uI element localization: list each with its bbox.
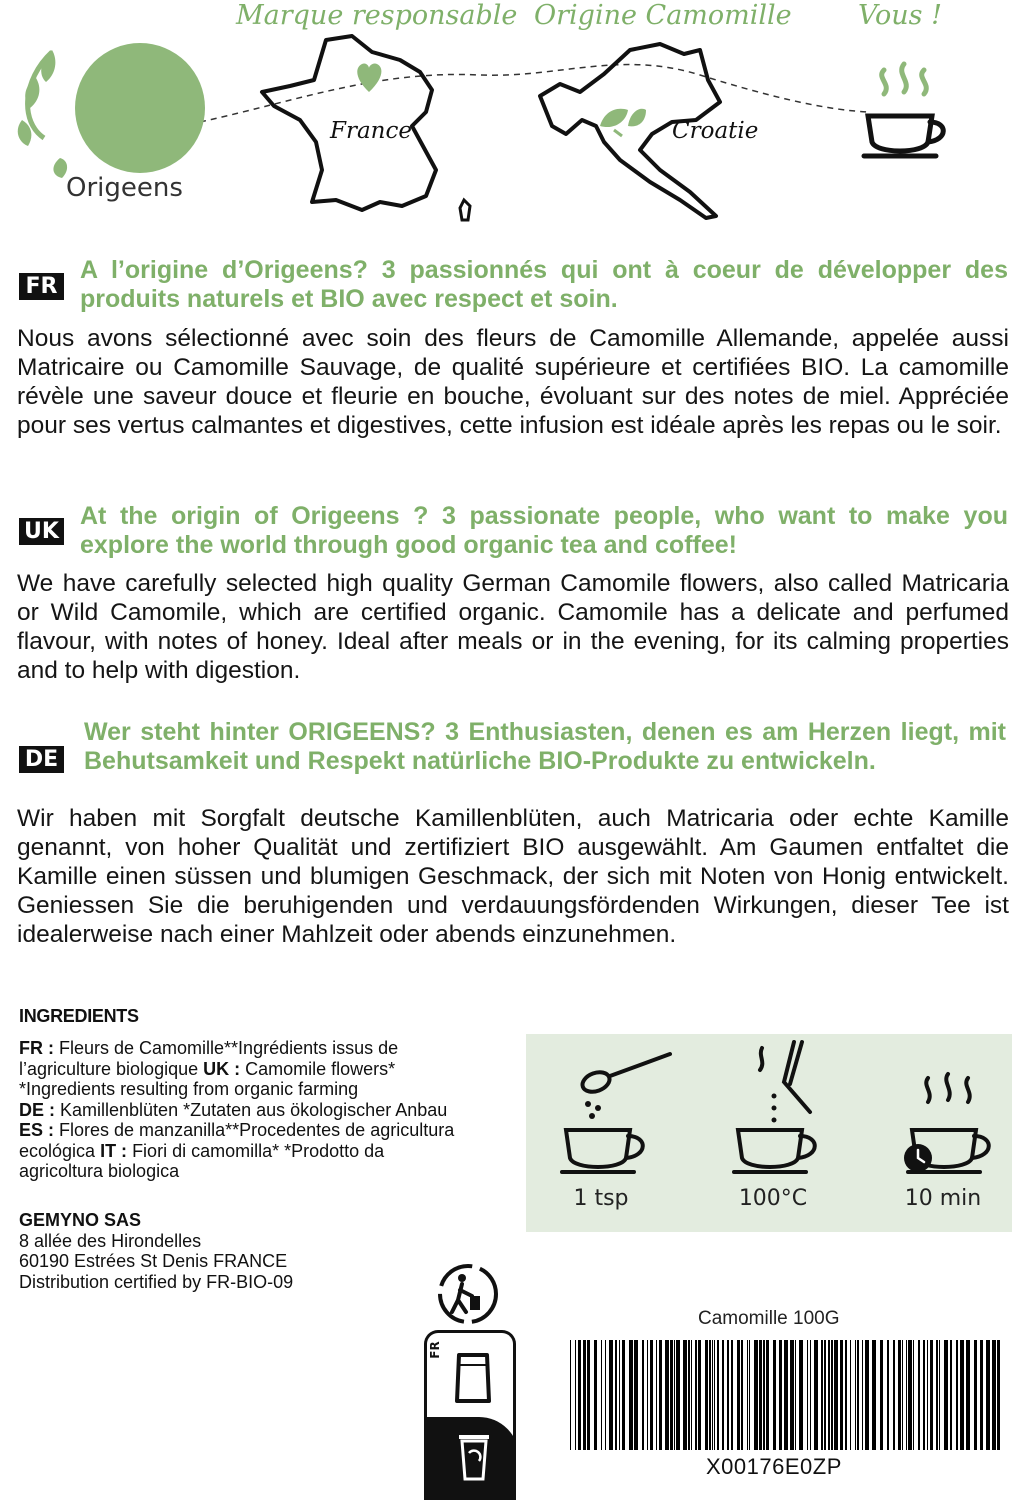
barcode-bar: [609, 1340, 613, 1450]
ingredients-title: INGREDIENTS: [19, 1006, 139, 1026]
recycling-fr-tag: FR: [428, 1341, 442, 1359]
barcode-bar: [857, 1340, 859, 1450]
steam-timer-icon: [926, 1074, 969, 1102]
company-name: GEMYNO SAS: [19, 1210, 142, 1230]
barcode-bar: [939, 1340, 940, 1450]
cup-dose-icon: [562, 1130, 643, 1172]
uk-headline: At the origin of Origeens ? 3 passionate people, who want to make you explore the world through good organic tea and coffee!: [80, 502, 1008, 559]
barcode-bar: [615, 1340, 617, 1450]
barcode-bar: [840, 1340, 843, 1450]
country-croatia: Croatie: [672, 118, 759, 144]
brand-label: Marque responsable: [236, 0, 518, 31]
barcode-bar: [872, 1340, 876, 1450]
barcode-bar: [642, 1340, 644, 1450]
barcode-bar: [980, 1340, 983, 1450]
ingredients-fr-text: Fleurs de Camomille**Ingrédients issus de l’agriculture biologique: [19, 1038, 399, 1079]
barcode-bar: [821, 1340, 823, 1450]
barcode-bar: [855, 1340, 856, 1450]
barcode-bar: [754, 1340, 758, 1450]
preparation-time: 10 min: [904, 1186, 982, 1211]
ingredients-uk-code: UK :: [203, 1058, 241, 1079]
barcode-bar: [784, 1340, 788, 1450]
barcode-bar: [936, 1340, 938, 1450]
barcode-bar: [807, 1340, 808, 1450]
language-tag-uk: UK: [19, 518, 64, 545]
barcode-bar: [850, 1340, 851, 1450]
corsica-icon: [460, 200, 470, 220]
you-label: Vous !: [858, 0, 942, 31]
product-name: Camomille 100G: [698, 1308, 840, 1329]
barcode-bar: [695, 1340, 697, 1450]
heart-icon: [357, 63, 381, 92]
barcode-bar: [629, 1340, 633, 1450]
de-body: Wir haben mit Sorgfalt deutsche Kamillenblüten, auch Matricaria oder echte Kamille genannt, von hoher Qualität und zertifiziert BIO ausgewählt. Am Gaumen entfaltet die Kamille einen süssen und blumigen Geschmack, der sich mit Noten von Honig entwickelt. Geniessen Sie die beruhigenden und verdauungsfördenden Wirkungen, dieser Tee ist idealerweise nach einer Mahlzeit oder abends einzunehmen.: [17, 805, 1009, 948]
barcode-bar: [587, 1340, 590, 1450]
barcode-bar: [737, 1340, 740, 1450]
tea-cup-icon: [864, 116, 943, 156]
barcode-bar: [828, 1340, 830, 1450]
barcode-bar: [622, 1340, 625, 1450]
barcode-bar: [814, 1340, 818, 1450]
barcode-bar: [902, 1340, 903, 1450]
barcode-bar: [676, 1340, 680, 1450]
barcode-bar: [759, 1340, 762, 1450]
barcode-bar: [749, 1340, 750, 1450]
pouch-icon: [453, 1351, 493, 1405]
barcode-bar: [714, 1340, 715, 1450]
barcode-bar: [810, 1340, 811, 1450]
barcode-bar: [712, 1340, 713, 1450]
preparation-dose: 1 tsp: [573, 1186, 629, 1211]
barcode-bar: [670, 1340, 673, 1450]
barcode-bar: [763, 1340, 765, 1450]
barcode-bar: [790, 1340, 794, 1450]
ingredients-es-text: Flores de manzanilla**Procedentes de agricultura ecológica: [19, 1120, 455, 1161]
country-france: France: [330, 118, 412, 144]
barcode-bar: [908, 1340, 912, 1450]
barcode-bar: [683, 1340, 687, 1450]
fr-body: Nous avons sélectionné avec soin des fleurs de Camomille Allemande, appelée aussi Matricaire ou Camomille Sauvage, de qualité supérieure et certifiées BIO. La camomille révèle une saveur douce et fleurie en bouche, évoluant sur des notes de miel. Appréciée pour ses vertus calmantes et digestives, cette infusion est idéale après les repas ou le soir.: [17, 325, 1009, 439]
barcode-bar: [575, 1340, 576, 1450]
barcode-bar: [705, 1340, 708, 1450]
company-info: [19, 1210, 439, 1292]
barcode-bar: [824, 1340, 826, 1450]
dose-dots-icon: [585, 1101, 601, 1119]
journey-path: [200, 65, 868, 122]
barcode-bar: [731, 1340, 733, 1450]
barcode-bar: [747, 1340, 748, 1450]
barcode-bar: [898, 1340, 901, 1450]
barcode-bar: [997, 1340, 1000, 1450]
barcode-bar: [930, 1340, 933, 1450]
barcode-bar: [831, 1340, 833, 1450]
barcode-bar: [893, 1340, 895, 1450]
barcode-bar: [862, 1340, 863, 1450]
company-address-line1: 8 allée des Hirondelles: [19, 1230, 202, 1251]
barcode-bar: [691, 1340, 692, 1450]
barcode-bar: [698, 1340, 701, 1450]
barcode-bar: [834, 1340, 838, 1450]
barcode-bar: [722, 1340, 724, 1450]
steam-icon: [882, 64, 927, 94]
barcode-bars: [568, 1340, 1008, 1450]
barcode-bar: [779, 1340, 782, 1450]
barcode-bar: [799, 1340, 803, 1450]
barcode-bar: [656, 1340, 657, 1450]
ingredients-it-text: Fiori di camomilla* *Prodotto da agricoltura biologica: [19, 1140, 385, 1181]
barcode-bar: [634, 1340, 638, 1450]
barcode-bar: [665, 1340, 669, 1450]
barcode-bar: [992, 1340, 996, 1450]
company-address-line2: 60190 Estrées St Denis FRANCE: [19, 1251, 288, 1271]
barcode-bar: [960, 1340, 964, 1450]
preparation-panel: [526, 1034, 1012, 1232]
barcode-bar: [795, 1340, 796, 1450]
barcode-bar: [918, 1340, 920, 1450]
barcode-text: X00176E0ZP: [706, 1454, 842, 1479]
ingredients-es-code: ES :: [19, 1120, 55, 1140]
clock-icon: [904, 1144, 932, 1172]
barcode-bar: [880, 1340, 883, 1450]
barcode-bar: [601, 1340, 602, 1450]
barcode-bar: [583, 1340, 586, 1450]
ingredients-de-code: DE :: [19, 1099, 55, 1120]
de-headline: Wer steht hinter ORIGEENS? 3 Enthusiasten, denen es am Herzen liegt, mit Behutsamkeit und Respekt natürliche BIO-Produkte zu entwickeln.: [84, 718, 1006, 775]
ingredients-fr-code: FR :: [19, 1038, 54, 1058]
language-tag-de: DE: [19, 746, 64, 773]
barcode-bar: [650, 1340, 653, 1450]
tidyman-recycle-icon: [436, 1262, 500, 1326]
barcode-bar: [865, 1340, 869, 1450]
barcode: [568, 1340, 1008, 1450]
barcode-bar: [845, 1340, 847, 1450]
barcode-bar: [773, 1340, 776, 1450]
spoon-icon: [580, 1054, 670, 1095]
barcode-bar: [966, 1340, 970, 1450]
barcode-bar: [766, 1340, 769, 1450]
water-drops-icon: [772, 1094, 777, 1123]
barcode-bar: [927, 1340, 928, 1450]
triman-recycling-panel: [424, 1330, 516, 1500]
barcode-bar: [923, 1340, 925, 1450]
cup-temperature-icon: [734, 1130, 815, 1172]
leaf-icon: [600, 109, 646, 136]
barcode-bar: [913, 1340, 914, 1450]
barcode-bar: [727, 1340, 729, 1450]
origin-label: Origine Camomille: [534, 0, 792, 31]
fr-headline: A l’origine d’Origeens? 3 passionnés qui ont à coeur de développer des produits naturels et BIO avec respect et soin.: [80, 256, 1008, 313]
barcode-bar: [950, 1340, 952, 1450]
barcode-bar: [605, 1340, 606, 1450]
language-tag-fr: FR: [19, 273, 64, 300]
barcode-bar: [619, 1340, 620, 1450]
ingredients-list: [19, 1038, 469, 1182]
company-certification: Distribution certified by FR-BIO-09: [19, 1271, 294, 1292]
kettle-pour-icon: [760, 1042, 810, 1112]
barcode-bar: [688, 1340, 690, 1450]
barcode-bar: [594, 1340, 597, 1450]
barcode-bar: [887, 1340, 889, 1450]
barcode-bar: [944, 1340, 948, 1450]
uk-body: We have carefully selected high quality German Camomile flowers, also called Matricaria or Wild Camomile, which are certified organic. Camomile has a delicate and perfumed flavour, with notes of honey. Ideal after meals or in the evening, for its calming properties and to help with digestion.: [17, 570, 1009, 684]
barcode-bar: [647, 1340, 648, 1450]
ingredients-it-code: IT :: [100, 1140, 128, 1161]
barcode-bar: [741, 1340, 743, 1450]
barcode-bar: [709, 1340, 711, 1450]
barcode-bar: [974, 1340, 977, 1450]
barcode-bar: [986, 1340, 990, 1450]
barcode-bar: [674, 1340, 675, 1450]
barcode-bar: [906, 1340, 907, 1450]
logo-text: Origeens: [66, 173, 183, 203]
ingredients-uk-text: Camomile flowers* *Ingredients resulting from organic farming: [19, 1058, 396, 1099]
barcode-bar: [578, 1340, 581, 1450]
ingredients-de-text: Kamillenblüten *Zutaten aus ökologischer Anbau: [55, 1099, 448, 1120]
barcode-bar: [659, 1340, 662, 1450]
barcode-bar: [956, 1340, 958, 1450]
preparation-temperature: 100°C: [738, 1186, 808, 1211]
barcode-bar: [717, 1340, 719, 1450]
barcode-bar: [570, 1340, 571, 1450]
origeens-logo-icon: [18, 43, 205, 178]
recycling-bin-icon: [457, 1429, 491, 1481]
